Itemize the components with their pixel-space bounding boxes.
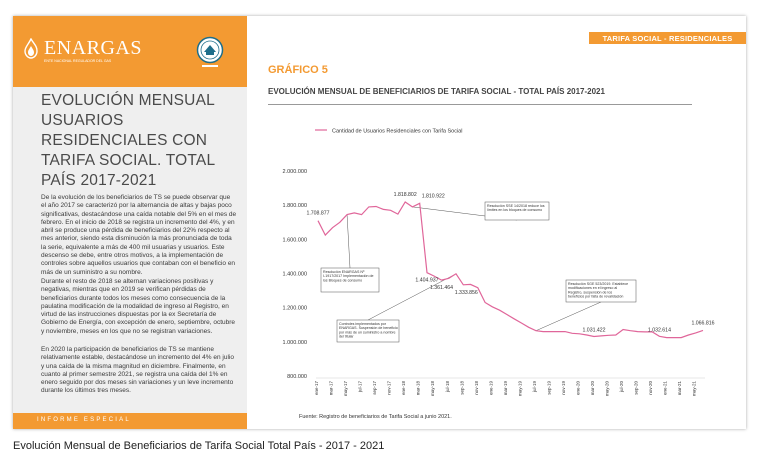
annotation-leader-line	[368, 274, 456, 320]
x-tick-label: mar-18	[415, 381, 421, 396]
x-tick-label: ene-20	[575, 381, 581, 396]
x-tick-label: sep-19	[546, 381, 552, 395]
x-tick-label: ene-18	[401, 381, 407, 396]
x-tick-label: may-20	[604, 381, 610, 397]
x-tick-label: jul-20	[619, 381, 625, 393]
x-tick-label: jul-18	[444, 381, 450, 393]
x-tick-label: nov-18	[473, 381, 479, 395]
annotation-leader-line	[347, 215, 350, 268]
x-tick-label: may-18	[430, 381, 436, 397]
report-slide	[13, 16, 746, 429]
x-tick-label: ene-21	[662, 381, 668, 396]
y-tick-label: 1.400.000	[282, 271, 307, 278]
enargas-logo	[22, 36, 172, 64]
data-label: 1.032.614	[647, 327, 671, 334]
x-tick-label: sep-20	[633, 381, 639, 395]
footer-bar	[13, 413, 247, 429]
y-tick-label: 1.800.000	[282, 203, 307, 210]
data-label: 1.333.856	[454, 289, 478, 296]
figure-caption: Evolución Mensual de Beneficiarios de Tarifa Social Total País - 2017 - 2021	[13, 440, 385, 452]
annotation-text: Resolución SGE 523/2019. Establece modificaciones en el ingreso al Registro, suspensión de los beneficios por falta de revalidación	[568, 282, 629, 299]
x-tick-label: may-17	[343, 381, 349, 397]
y-axis	[283, 169, 307, 380]
data-label: 1.361.464	[429, 285, 454, 292]
section-tag-label: TARIFA SOCIAL - RESIDENCIALES	[602, 33, 733, 43]
paragraph-2017-2018: De la evolución de los beneficiarios de TS se puede observar que el año 2017 se caracterizó por la alternancia de altas y bajas poco significativas, destacándose una caída notable del 5% en el mes de febrero. En el inicio de 2018 se registra un incremento del 4%, y en abril se produce una pérdida de beneficiarios del 22% respecto al mes anterior, siendo esta disminución la más pronunciada de toda la serie, equivalente a más de 400 mil usuarias y usuarios. Este descenso se debe, entre otros motivos, a la implementación de controles sobre aquellos usuarios que contaban con el beneficio en más de un suministro a su nombre.	[41, 194, 237, 276]
government-seal-icon	[195, 36, 225, 70]
annotation-text: Resolución SSE 14/2018 reduce los límites en los bloques de consumo	[487, 204, 545, 213]
footer-label: INFORME ESPECIAL	[37, 417, 131, 423]
annotation-leader-line	[536, 302, 601, 331]
paragraph-2020-2021: En 2020 la participación de beneficiarios de TS se mantiene relativamente estable, destacándose un incremento del 4% en julio y una caída de la misma magnitud en diciembre. Finalmente, en cuanto al primer semestre 2021, se registra una caída del 1% en enero seguido por dos meses sin variaciones y un leve incremento durante los últimos tres meses.	[41, 346, 234, 395]
x-tick-label: jul-19	[531, 381, 537, 393]
flame-emblem-icon	[22, 38, 40, 60]
x-tick-label: jul-17	[357, 381, 363, 393]
x-tick-label: nov-20	[648, 381, 654, 395]
brand-name: ENARGAS	[44, 37, 142, 59]
x-tick-label: mar-21	[677, 381, 683, 396]
annotation-text: Resolución ENARGAS Nº I-1917/2017 Implementación de los Bloques de consumo	[323, 270, 374, 283]
section-tag	[589, 32, 746, 44]
left-text-panel	[13, 16, 247, 429]
brand-subtitle: ENTE NACIONAL REGULADOR DEL GAS	[44, 59, 112, 63]
chart-legend	[315, 129, 462, 135]
x-tick-label: sep-18	[459, 381, 465, 395]
panel-title: EVOLUCIÓN MENSUAL USUARIOS RESIDENCIALES CON TARIFA SOCIAL. TOTAL PAÍS 2017-2021	[41, 92, 215, 189]
x-tick-label: ene-17	[314, 381, 319, 396]
annotation-callout	[412, 202, 549, 220]
chart-subheading: EVOLUCIÓN MENSUAL DE BENEFICIARIOS DE TARIFA SOCIAL - TOTAL PAÍS 2017-2021	[268, 87, 605, 96]
x-axis	[314, 378, 705, 396]
x-tick-label: mar-19	[502, 381, 508, 396]
annotation-text: Controles implementados por ENARGAS. Suspensión de beneficio por más de un suministro a nombre del titular	[339, 322, 398, 339]
x-tick-label: nov-17	[386, 381, 392, 395]
paragraph-2018-2019: Durante el resto de 2018 se alternan variaciones positivas y negativas, mientras que en 2019 se verifican pérdidas de beneficiarios durante todos los meses como consecuencia de la paulatina modificación de la modalidad de ingreso al Registro, en virtud de las instrucciones dispuestas por la ex Secretaría de Gobierno de Energía, con excepción de enero, septiembre, octubre y noviembre, meses en los que no se registran variaciones.	[41, 278, 236, 335]
x-tick-label: nov-19	[560, 381, 566, 395]
y-tick-label: 2.000.000	[282, 169, 307, 175]
chart-heading: GRÁFICO 5	[268, 64, 328, 76]
data-label: 1.818.802	[393, 191, 417, 198]
y-tick-label: 1.200.000	[282, 305, 307, 312]
data-label: 1.066.816	[691, 320, 715, 327]
annotation-callout	[321, 215, 379, 292]
y-tick-label: 800.000	[287, 374, 307, 380]
annotation-callout	[536, 280, 636, 334]
data-label: 1.404.937	[415, 277, 439, 284]
beneficiaries-line-chart	[253, 108, 738, 413]
x-tick-label: sep-17	[372, 381, 378, 395]
x-tick-label: mar-20	[590, 381, 596, 396]
data-label: 1.810.922	[421, 193, 445, 200]
x-tick-label: ene-19	[488, 381, 494, 396]
x-tick-label: may-19	[517, 381, 523, 397]
heading-divider	[268, 104, 692, 105]
chart-annotations	[321, 202, 636, 342]
x-tick-label: mar-17	[328, 381, 334, 396]
y-tick-label: 1.600.000	[282, 237, 307, 244]
header-bar	[13, 16, 247, 87]
source-note: Fuente: Registro de beneficiarios de Tarifa Social a junio 2021.	[299, 414, 452, 420]
data-label: 1.708.877	[306, 210, 330, 217]
legend-label: Cantidad de Usuarios Residenciales con Tarifa Social	[332, 128, 463, 135]
y-tick-label: 1.000.000	[282, 339, 307, 346]
x-tick-label: may-21	[691, 381, 697, 397]
data-label: 1.031.422	[582, 327, 606, 334]
